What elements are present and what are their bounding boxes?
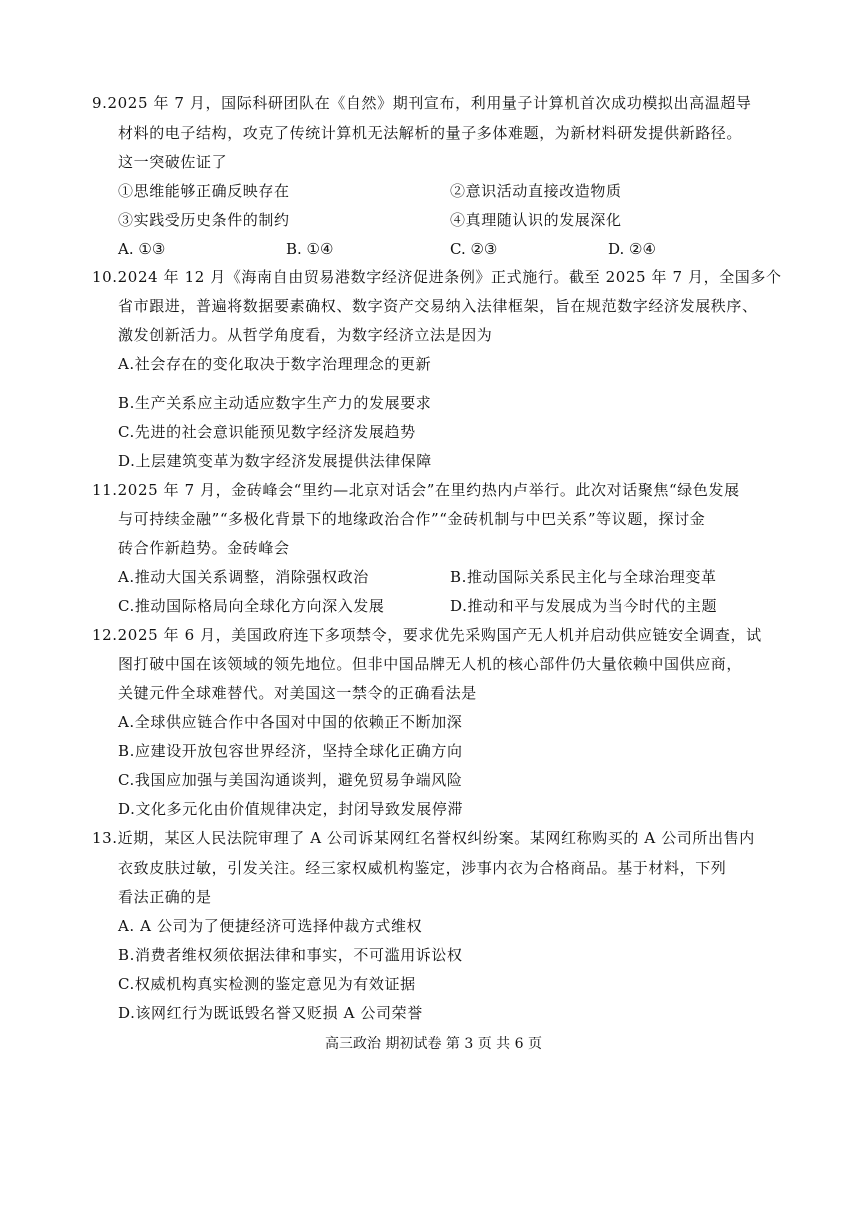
q11-option-c: C.推动国际格局向全球化方向深入发展 (118, 597, 385, 615)
q9-option-d: D. ②④ (608, 240, 656, 258)
q9-statement-4: ④真理随认识的发展深化 (450, 211, 622, 229)
q12-option-b: B.应建设开放包容世界经济，坚持全球化正确方向 (118, 742, 463, 760)
q11-stem-line-2: 与可持续金融”“多极化背景下的地缘政治合作”“金砖机制与中巴关系”等议题，探讨金 (118, 510, 706, 528)
q13-option-d: D.该网红行为既诋毁名誉又贬损 A 公司荣誉 (118, 1004, 423, 1022)
q9-option-c: C. ②③ (450, 240, 498, 258)
q9-statement-3: ③实践受历史条件的制约 (118, 211, 290, 229)
q13-stem-line-3: 看法正确的是 (118, 888, 212, 906)
q10-option-d: D.上层建筑变革为数字经济发展提供法律保障 (118, 452, 432, 470)
page-footer: 高三政治 期初试卷 第 3 页 共 6 页 (325, 1036, 542, 1052)
q13-option-b: B.消费者维权须依据法律和事实，不可滥用诉讼权 (118, 946, 463, 964)
q10-option-b: B.生产关系应主动适应数字生产力的发展要求 (118, 394, 432, 412)
q10-option-c: C.先进的社会意识能预见数字经济发展趋势 (118, 423, 416, 441)
q9-stem-line-3: 这一突破佐证了 (118, 153, 228, 171)
q12-stem-line-3: 关键元件全球难替代。对美国这一禁令的正确看法是 (118, 684, 477, 702)
q11-option-d: D.推动和平与发展成为当今时代的主题 (450, 597, 718, 615)
q12-option-d: D.文化多元化由价值规律决定，封闭导致发展停滞 (118, 800, 464, 818)
q13-stem-line-1: 13.近期，某区人民法院审理了 A 公司诉某网红名誉权纠纷案。某网红称购买的 A 公司所出售内 (92, 829, 755, 847)
q11-option-a: A.推动大国关系调整，消除强权政治 (118, 568, 369, 586)
q13-stem-line-2: 衣致皮肤过敏，引发关注。经三家权威机构鉴定，涉事内衣为合格商品。基于材料，下列 (118, 859, 727, 877)
q10-option-a: A.社会存在的变化取决于数字治理理念的更新 (118, 355, 432, 373)
q10-stem-line-1: 10.2024 年 12 月《海南自由贸易港数字经济促进条例》正式施行。截至 2025 年 7 月，全国多个 (92, 268, 782, 286)
q12-option-a: A.全球供应链合作中各国对中国的依赖正不断加深 (118, 713, 463, 731)
q9-option-a: A. ①③ (118, 240, 166, 258)
q12-option-c: C.我国应加强与美国沟通谈判，避免贸易争端风险 (118, 771, 463, 789)
q9-statement-1: ①思维能够正确反映存在 (118, 182, 290, 200)
q10-stem-line-3: 激发创新活力。从哲学角度看，为数字经济立法是因为 (118, 326, 493, 344)
q9-option-b: B. ①④ (286, 240, 334, 258)
q12-stem-line-1: 12.2025 年 6 月，美国政府连下多项禁令，要求优先采购国产无人机并启动供应链安全调查，试 (92, 626, 762, 644)
q11-option-b: B.推动国际关系民主化与全球治理变革 (450, 568, 717, 586)
q9-stem-line-1: 9.2025 年 7 月，国际科研团队在《自然》期刊宣布，利用量子计算机首次成功模拟出高温超导 (92, 94, 752, 112)
q10-stem-line-2: 省市跟进，普遍将数据要素确权、数字资产交易纳入法律框架，旨在规范数字经济发展秩序、 (118, 297, 758, 315)
q9-statement-2: ②意识活动直接改造物质 (450, 182, 622, 200)
q9-stem-line-2: 材料的电子结构，攻克了传统计算机无法解析的量子多体难题，为新材料研发提供新路径。 (118, 124, 743, 142)
q13-option-c: C.权威机构真实检测的鉴定意见为有效证据 (118, 975, 416, 993)
q13-option-a: A. A 公司为了便捷经济可选择仲裁方式维权 (118, 917, 423, 935)
q11-stem-line-3: 砖合作新趋势。金砖峰会 (118, 539, 290, 557)
q12-stem-line-2: 图打破中国在该领域的领先地位。但非中国品牌无人机的核心部件仍大量依赖中国供应商， (118, 655, 743, 673)
q11-stem-line-1: 11.2025 年 7 月，金砖峰会“里约—北京对话会”在里约热内卢举行。此次对话聚焦“绿色发展 (92, 481, 740, 499)
